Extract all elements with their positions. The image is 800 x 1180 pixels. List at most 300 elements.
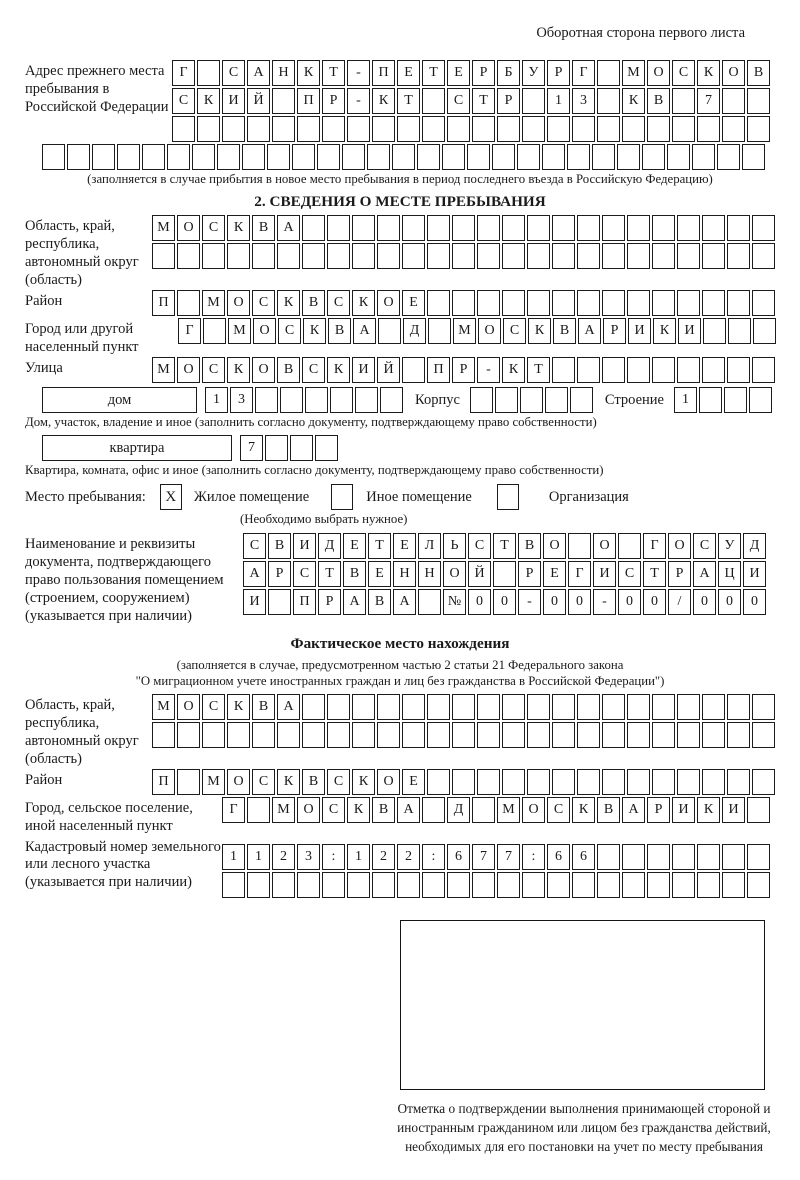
char-cell: О — [177, 357, 200, 383]
char-cell: О — [668, 533, 691, 559]
char-cell: А — [277, 215, 300, 241]
char-cell: М — [453, 318, 476, 344]
checkbox-organization — [497, 484, 519, 510]
char-cells-row — [152, 357, 775, 383]
char-cell: С — [278, 318, 301, 344]
char-cell — [692, 144, 715, 170]
char-cell — [618, 533, 641, 559]
char-cell — [352, 243, 375, 269]
char-cell — [567, 144, 590, 170]
char-cell: Р — [318, 589, 341, 615]
char-cell: И — [293, 533, 316, 559]
char-cell — [152, 722, 175, 748]
char-cell: 1 — [674, 387, 697, 413]
char-cell — [677, 694, 700, 720]
char-cell — [67, 144, 90, 170]
char-cell — [452, 290, 475, 316]
char-cell: П — [293, 589, 316, 615]
char-cell — [727, 215, 750, 241]
actual-city-field — [25, 797, 800, 836]
char-cell — [217, 144, 240, 170]
char-cell: С — [503, 318, 526, 344]
char-cell: 0 — [643, 589, 666, 615]
char-cell — [552, 243, 575, 269]
district-label: Район — [25, 292, 63, 309]
char-cell — [652, 694, 675, 720]
char-cell: Д — [318, 533, 341, 559]
char-cell: С — [252, 290, 275, 316]
char-cell: - — [347, 88, 370, 114]
char-cell — [742, 144, 765, 170]
char-cell: В — [302, 769, 325, 795]
char-cell — [493, 561, 516, 587]
char-cell — [268, 589, 291, 615]
char-cell: : — [522, 844, 545, 870]
char-cell: А — [393, 589, 416, 615]
char-cell — [577, 694, 600, 720]
char-cell: В — [518, 533, 541, 559]
char-cells-row — [172, 116, 770, 142]
char-cell: О — [478, 318, 501, 344]
char-cell: В — [252, 694, 275, 720]
char-cell — [222, 872, 245, 898]
char-cell: С — [322, 797, 345, 823]
char-cell — [747, 88, 770, 114]
char-cell — [602, 290, 625, 316]
char-cell — [722, 844, 745, 870]
char-cell: О — [177, 694, 200, 720]
char-cell: С — [243, 533, 266, 559]
char-cell: 7 — [697, 88, 720, 114]
char-cell: И — [743, 561, 766, 587]
char-cell: И — [352, 357, 375, 383]
char-cell — [347, 872, 370, 898]
char-cells-row — [243, 589, 766, 615]
char-cell — [697, 844, 720, 870]
char-cell — [577, 290, 600, 316]
char-cell: 6 — [572, 844, 595, 870]
char-cell — [672, 116, 695, 142]
char-cell — [280, 387, 303, 413]
city-field — [25, 318, 800, 357]
char-cell — [722, 116, 745, 142]
char-cell: 7 — [497, 844, 520, 870]
char-cell — [627, 694, 650, 720]
char-cell — [367, 144, 390, 170]
char-cell — [552, 290, 575, 316]
char-cell — [749, 387, 772, 413]
char-cell — [302, 215, 325, 241]
char-cell — [602, 215, 625, 241]
char-cell — [302, 722, 325, 748]
char-cell — [152, 243, 175, 269]
char-cells-row — [152, 215, 775, 241]
char-cell: В — [268, 533, 291, 559]
char-cell: / — [668, 589, 691, 615]
char-cell: Е — [368, 561, 391, 587]
char-cell — [652, 290, 675, 316]
char-cell: К — [653, 318, 676, 344]
char-cell: Л — [418, 533, 441, 559]
char-cell — [570, 387, 593, 413]
char-cells-row — [470, 387, 593, 413]
registration-stamp-caption: Отметка о подтверждении выполнения принимающей стороной и иностранным гражданином или лицом без гражданства действий, необходимых для его постановки на учет по месту пребывания — [397, 1100, 771, 1155]
char-cell — [472, 116, 495, 142]
char-cell: А — [397, 797, 420, 823]
char-cell: Т — [527, 357, 550, 383]
char-cell — [647, 872, 670, 898]
char-cell — [697, 116, 720, 142]
char-cell: О — [177, 215, 200, 241]
char-cell: Е — [397, 60, 420, 86]
char-cell: А — [343, 589, 366, 615]
char-cell — [477, 243, 500, 269]
char-cell — [577, 722, 600, 748]
char-cell: Т — [318, 561, 341, 587]
char-cell — [572, 116, 595, 142]
char-cell: О — [522, 797, 545, 823]
char-cell: А — [578, 318, 601, 344]
char-cell — [728, 318, 751, 344]
char-cell: М — [622, 60, 645, 86]
char-cell: Р — [497, 88, 520, 114]
char-cell — [202, 243, 225, 269]
char-cell — [727, 769, 750, 795]
char-cell — [477, 722, 500, 748]
char-cell: О — [647, 60, 670, 86]
stay-type-row — [25, 484, 800, 510]
char-cell: 0 — [568, 589, 591, 615]
char-cells-row — [205, 387, 403, 413]
char-cell — [167, 144, 190, 170]
char-cell — [522, 88, 545, 114]
stroenie-label: Строение — [604, 391, 664, 408]
char-cell: Б — [497, 60, 520, 86]
char-cell: 1 — [547, 88, 570, 114]
char-cell: Т — [368, 533, 391, 559]
char-cell — [452, 722, 475, 748]
char-cell — [677, 357, 700, 383]
char-cell — [302, 694, 325, 720]
char-cell — [747, 872, 770, 898]
char-cell — [652, 722, 675, 748]
char-cell: Р — [322, 88, 345, 114]
char-cells-row — [674, 387, 772, 413]
char-cell — [752, 694, 775, 720]
char-cell: С — [202, 357, 225, 383]
char-cell — [380, 387, 403, 413]
char-cell — [577, 357, 600, 383]
actual-district-field — [25, 769, 800, 797]
char-cell: 2 — [397, 844, 420, 870]
char-cell — [577, 243, 600, 269]
char-cell: М — [272, 797, 295, 823]
char-cell: Т — [322, 60, 345, 86]
char-cell: Г — [172, 60, 195, 86]
char-cell — [572, 872, 595, 898]
char-cell — [255, 387, 278, 413]
char-cell: А — [353, 318, 376, 344]
street-label: Улица — [25, 359, 63, 376]
char-cell — [377, 694, 400, 720]
char-cell — [627, 290, 650, 316]
char-cell: С — [547, 797, 570, 823]
char-cell: И — [672, 797, 695, 823]
char-cells-row — [152, 694, 775, 720]
char-cell: 7 — [472, 844, 495, 870]
char-cell: О — [297, 797, 320, 823]
option-other-premises-label: Иное помещение — [366, 488, 472, 505]
char-cell: С — [202, 215, 225, 241]
char-cell — [377, 215, 400, 241]
char-cells-row — [222, 844, 770, 870]
char-cell: : — [422, 844, 445, 870]
char-cell — [747, 844, 770, 870]
char-cell — [477, 769, 500, 795]
prev-address-field — [25, 60, 800, 144]
char-cell: Р — [268, 561, 291, 587]
char-cell — [315, 435, 338, 461]
char-cell: П — [372, 60, 395, 86]
char-cell: 3 — [297, 844, 320, 870]
char-cell: К — [697, 60, 720, 86]
char-cell — [547, 116, 570, 142]
char-cell: 0 — [493, 589, 516, 615]
char-cell — [427, 243, 450, 269]
char-cell — [702, 243, 725, 269]
stay-type-note: (Необходимо выбрать нужное) — [240, 511, 408, 526]
char-cell: 7 — [240, 435, 263, 461]
char-cell: В — [372, 797, 395, 823]
char-cells-row — [172, 60, 770, 86]
char-cell: Р — [452, 357, 475, 383]
char-cell — [422, 872, 445, 898]
char-cell: В — [252, 215, 275, 241]
char-cell: М — [228, 318, 251, 344]
korpus-label: Корпус — [415, 391, 460, 408]
char-cell: 1 — [347, 844, 370, 870]
char-cell — [568, 533, 591, 559]
char-cell — [672, 872, 695, 898]
char-cell: К — [622, 88, 645, 114]
char-cell: М — [152, 694, 175, 720]
char-cell: С — [672, 60, 695, 86]
char-cell — [377, 722, 400, 748]
char-cell: В — [277, 357, 300, 383]
char-cell — [602, 357, 625, 383]
char-cell — [495, 387, 518, 413]
char-cell — [752, 215, 775, 241]
char-cells-row — [178, 318, 776, 344]
char-cell: Е — [543, 561, 566, 587]
char-cell: 1 — [205, 387, 228, 413]
char-cell — [647, 116, 670, 142]
char-cell — [397, 116, 420, 142]
char-cell: В — [343, 561, 366, 587]
char-cell: О — [253, 318, 276, 344]
char-cell — [520, 387, 543, 413]
char-cell: 1 — [222, 844, 245, 870]
char-cell — [527, 290, 550, 316]
char-cell: О — [543, 533, 566, 559]
char-cell: К — [227, 215, 250, 241]
char-cell — [502, 290, 525, 316]
char-cell: П — [427, 357, 450, 383]
char-cell — [422, 116, 445, 142]
char-cell — [203, 318, 226, 344]
char-cell: О — [377, 290, 400, 316]
char-cell — [502, 694, 525, 720]
char-cell — [352, 694, 375, 720]
char-cell: Ь — [443, 533, 466, 559]
char-cell: 3 — [572, 88, 595, 114]
char-cell — [427, 722, 450, 748]
char-cell — [652, 769, 675, 795]
char-cell — [542, 144, 565, 170]
char-cell: О — [593, 533, 616, 559]
char-cell — [724, 387, 747, 413]
char-cells-row — [172, 88, 770, 114]
char-cell — [402, 694, 425, 720]
char-cell: Й — [468, 561, 491, 587]
char-cell — [427, 694, 450, 720]
char-cell — [397, 872, 420, 898]
char-cell: С — [327, 769, 350, 795]
char-cell — [197, 60, 220, 86]
char-cell — [252, 243, 275, 269]
char-cell — [627, 722, 650, 748]
char-cell — [727, 722, 750, 748]
char-cell — [142, 144, 165, 170]
char-cell — [727, 357, 750, 383]
char-cell: - — [593, 589, 616, 615]
char-cell — [677, 769, 700, 795]
char-cell: 2 — [372, 844, 395, 870]
char-cell — [422, 797, 445, 823]
char-cell: В — [597, 797, 620, 823]
char-cell: К — [528, 318, 551, 344]
char-cell — [402, 722, 425, 748]
char-cell — [602, 243, 625, 269]
char-cell: П — [297, 88, 320, 114]
char-cell: И — [722, 797, 745, 823]
char-cell — [677, 290, 700, 316]
char-cell — [752, 290, 775, 316]
char-cell — [577, 215, 600, 241]
char-cell: К — [297, 60, 320, 86]
street-field — [25, 357, 800, 385]
char-cell — [402, 243, 425, 269]
char-cell — [177, 243, 200, 269]
char-cell: К — [697, 797, 720, 823]
char-cell — [347, 116, 370, 142]
char-cells-row — [42, 144, 800, 170]
char-cell — [703, 318, 726, 344]
char-cell — [672, 844, 695, 870]
char-cell: В — [553, 318, 576, 344]
char-cell — [552, 722, 575, 748]
char-cell — [552, 769, 575, 795]
char-cells-row — [222, 872, 770, 898]
char-cell — [197, 116, 220, 142]
char-cell — [477, 290, 500, 316]
char-cell — [747, 797, 770, 823]
char-cell — [290, 435, 313, 461]
char-cell — [452, 769, 475, 795]
char-cells-row — [243, 561, 766, 587]
char-cell — [517, 144, 540, 170]
char-cell — [447, 872, 470, 898]
char-cell: С — [252, 769, 275, 795]
char-cell — [497, 872, 520, 898]
section3-note-line1: (заполняется в случае, предусмотренном частью 2 статьи 21 Федерального закона — [176, 657, 624, 672]
char-cell — [522, 872, 545, 898]
char-cell: И — [243, 589, 266, 615]
char-cell — [677, 243, 700, 269]
region-label: Область, край, республика, автономный округ (область) — [25, 218, 139, 289]
char-cell: В — [368, 589, 391, 615]
char-cell — [622, 116, 645, 142]
char-cell: : — [322, 844, 345, 870]
char-cells-row — [152, 290, 775, 316]
char-cell — [327, 243, 350, 269]
char-cell: К — [572, 797, 595, 823]
char-cells-row — [240, 435, 338, 461]
char-cell — [227, 243, 250, 269]
char-cell — [753, 318, 776, 344]
cadastre-field — [25, 836, 800, 900]
char-cell: Е — [447, 60, 470, 86]
char-cell — [527, 769, 550, 795]
char-cell — [342, 144, 365, 170]
char-cell — [727, 290, 750, 316]
char-cell — [552, 357, 575, 383]
char-cell — [272, 88, 295, 114]
char-cell: Е — [393, 533, 416, 559]
char-cell: Н — [272, 60, 295, 86]
char-cell: А — [622, 797, 645, 823]
char-cell — [545, 387, 568, 413]
char-cell: К — [197, 88, 220, 114]
registration-stamp-box — [400, 920, 765, 1090]
apartment-box-label: квартира — [42, 435, 232, 461]
char-cell — [617, 144, 640, 170]
char-cell: С — [618, 561, 641, 587]
char-cell — [177, 722, 200, 748]
char-cell: О — [227, 290, 250, 316]
char-cell — [642, 144, 665, 170]
section2-title: 2. СВЕДЕНИЯ О МЕСТЕ ПРЕБЫВАНИЯ — [254, 193, 546, 211]
option-organization-label: Организация — [548, 488, 629, 505]
char-cell — [752, 769, 775, 795]
char-cell: 1 — [247, 844, 270, 870]
char-cell — [597, 88, 620, 114]
char-cell — [302, 243, 325, 269]
char-cell — [722, 88, 745, 114]
char-cell — [552, 215, 575, 241]
document-field — [25, 533, 800, 626]
char-cell: В — [747, 60, 770, 86]
char-cell: С — [222, 60, 245, 86]
char-cell — [322, 116, 345, 142]
char-cell — [527, 694, 550, 720]
char-cell — [317, 144, 340, 170]
char-cell — [377, 243, 400, 269]
char-cell — [92, 144, 115, 170]
char-cell: 0 — [718, 589, 741, 615]
char-cell — [272, 872, 295, 898]
char-cell: К — [327, 357, 350, 383]
